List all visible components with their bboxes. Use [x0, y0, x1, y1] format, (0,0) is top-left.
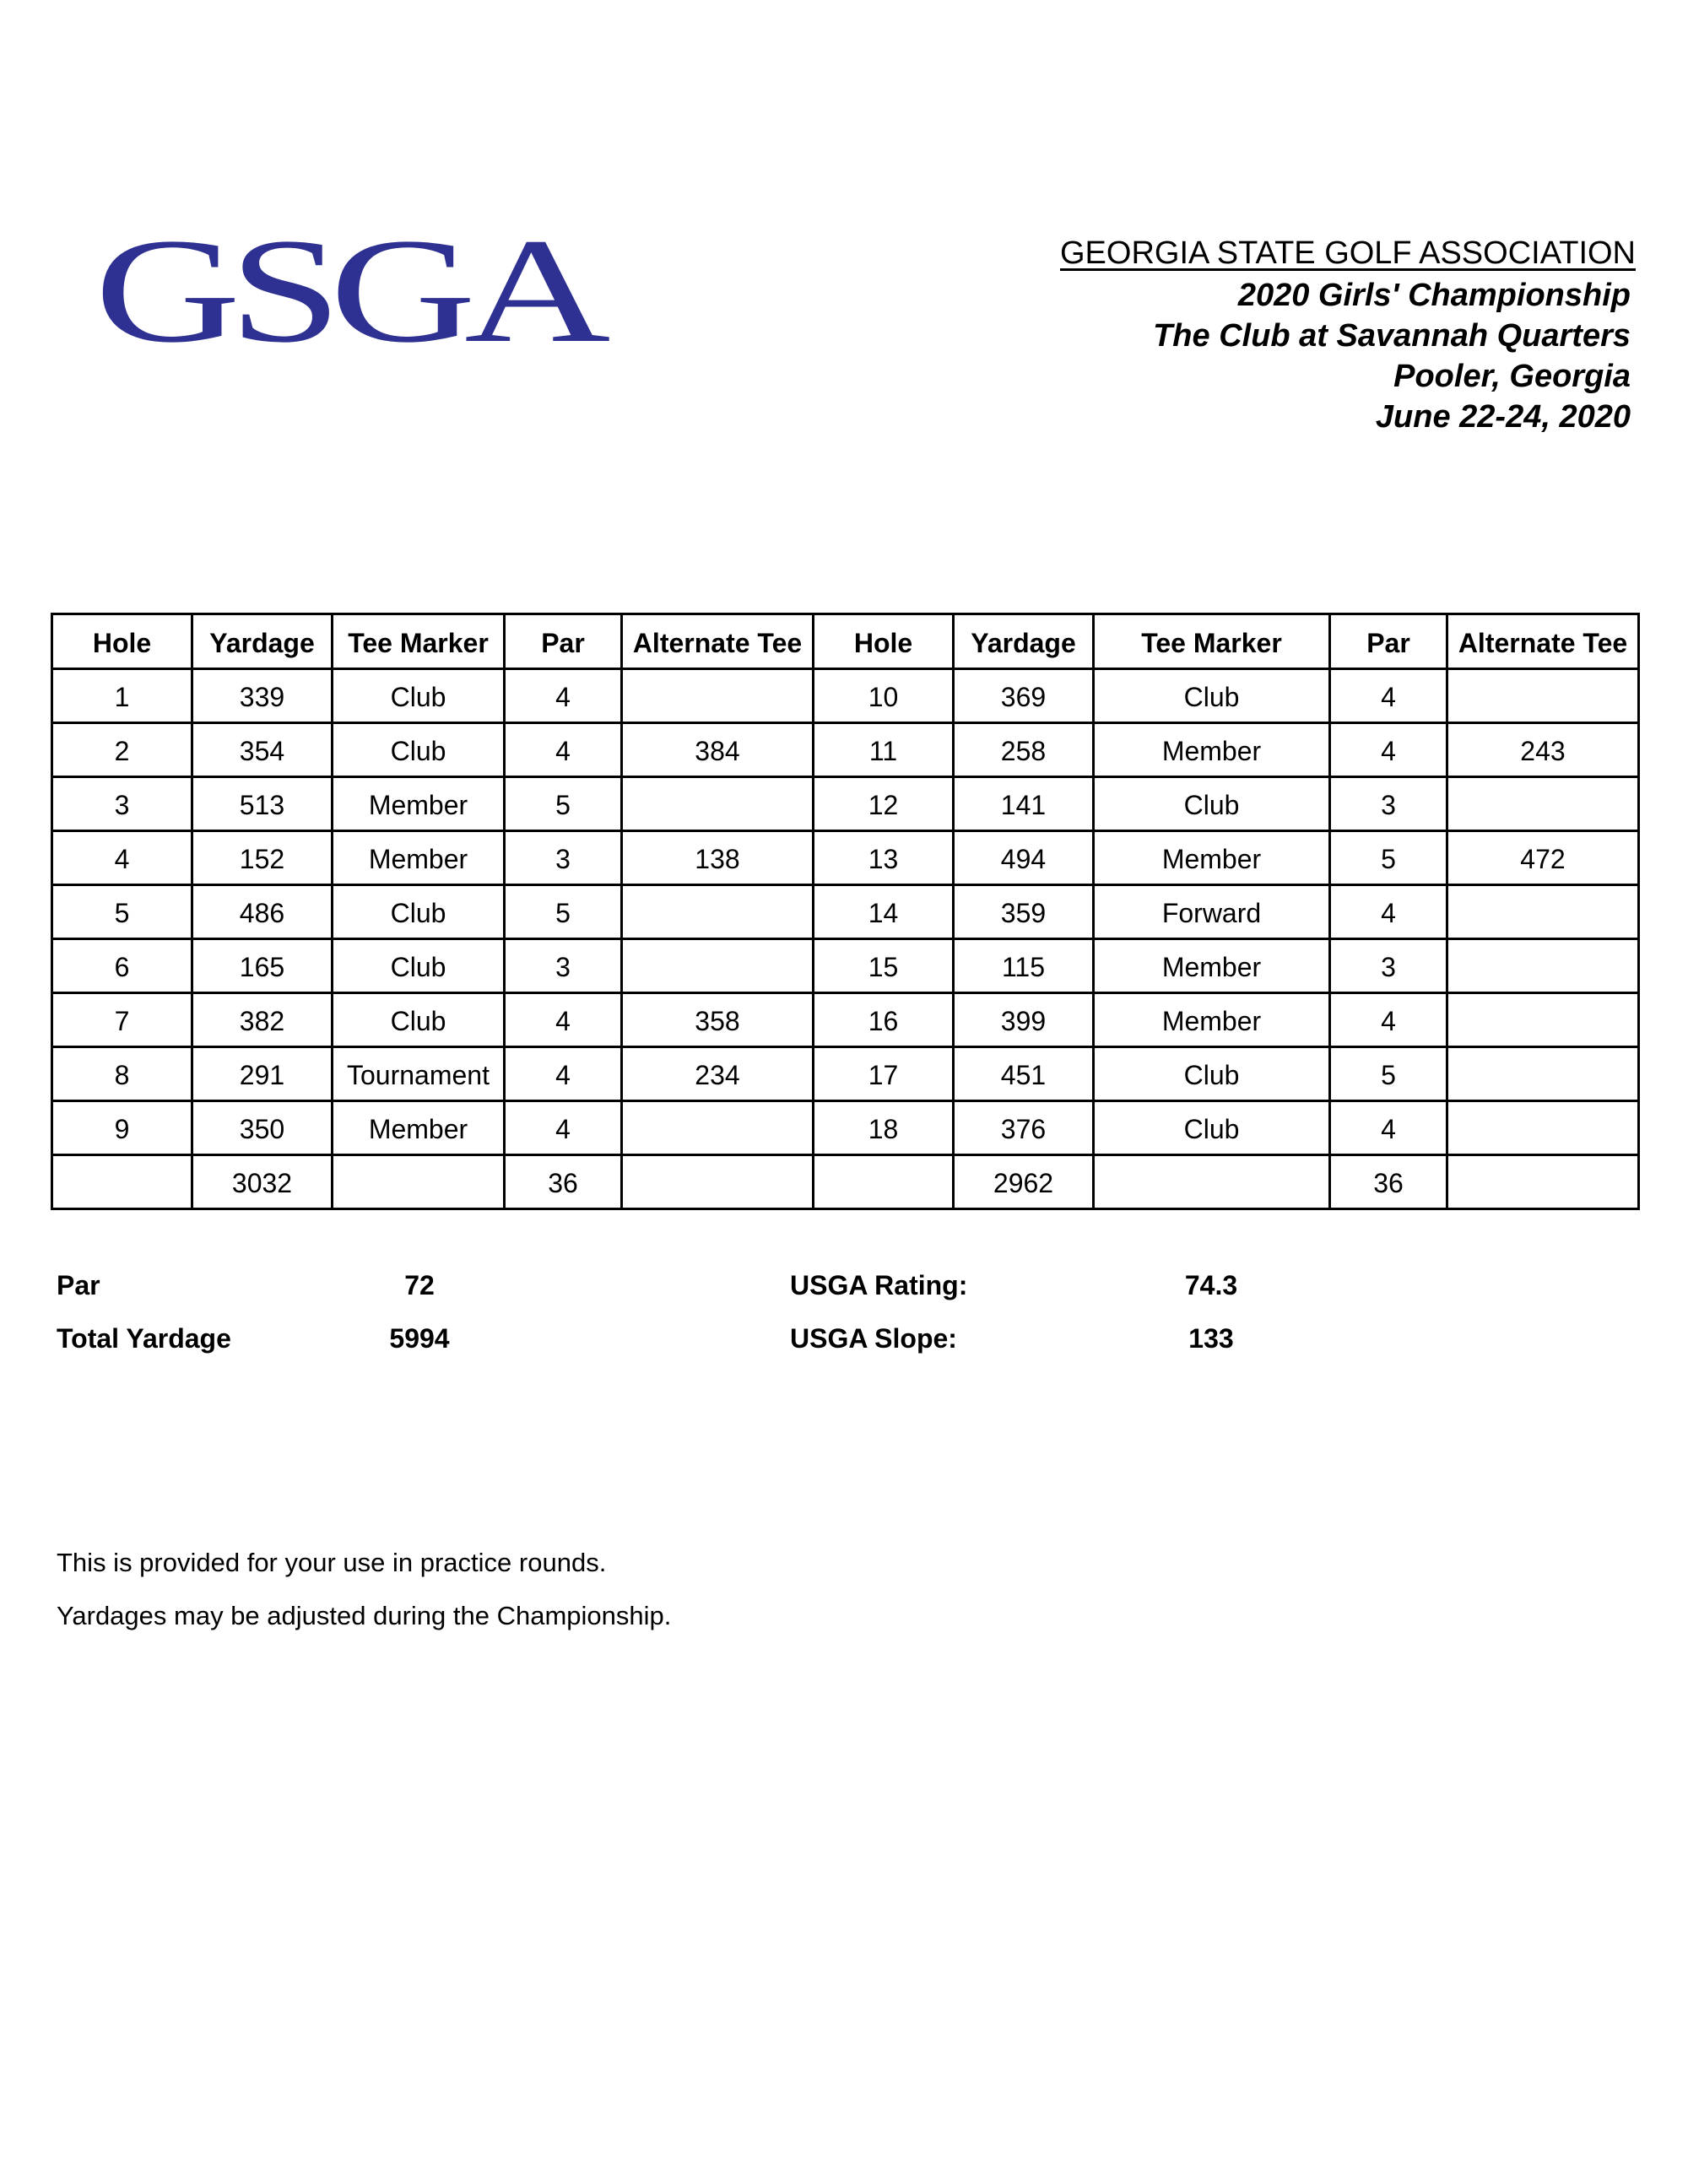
- column-header: Yardage: [192, 614, 333, 669]
- table-row: [52, 831, 1639, 885]
- table-cell: Club: [333, 885, 505, 939]
- table-cell: 4: [52, 831, 192, 885]
- table-cell: 36: [505, 1155, 622, 1209]
- totals-row: [52, 1155, 1639, 1209]
- table-cell: 339: [192, 669, 333, 723]
- table-cell: 8: [52, 1047, 192, 1101]
- notes: [57, 1536, 671, 1642]
- organization-name: GEORGIA STATE GOLF ASSOCIATION: [1059, 235, 1636, 271]
- usga-slope-value: 133: [1188, 1323, 1234, 1354]
- table-cell: 243: [1447, 723, 1639, 777]
- total-yardage-label: Total Yardage: [57, 1323, 231, 1354]
- column-header: Alternate Tee: [1447, 614, 1639, 669]
- table-cell: 14: [814, 885, 954, 939]
- table-cell: 376: [954, 1101, 1094, 1155]
- column-header: Par: [505, 614, 622, 669]
- table-cell: 1: [52, 669, 192, 723]
- usga-slope-label: USGA Slope:: [790, 1323, 957, 1354]
- table-cell: Club: [1094, 669, 1330, 723]
- table-cell: 12: [814, 777, 954, 831]
- table-cell: Member: [333, 831, 505, 885]
- table-cell: [1447, 885, 1639, 939]
- gsga-logo: GSGA: [95, 207, 599, 374]
- par-label: Par: [57, 1270, 100, 1300]
- table-cell: 5: [505, 777, 622, 831]
- scorecard-table: [51, 613, 1640, 1210]
- table-cell: 152: [192, 831, 333, 885]
- table-cell: Member: [1094, 939, 1330, 993]
- table-cell: 5: [52, 885, 192, 939]
- table-cell: [1094, 1155, 1330, 1209]
- usga-rating-value: 74.3: [1184, 1270, 1238, 1300]
- table-cell: 36: [1330, 1155, 1447, 1209]
- event-dates: June 22-24, 2020: [1375, 399, 1631, 435]
- event-title: 2020 Girls' Championship: [1237, 278, 1631, 313]
- table-cell: 165: [192, 939, 333, 993]
- table-cell: 3: [1330, 939, 1447, 993]
- table-cell: 4: [1330, 669, 1447, 723]
- table-header-row: [52, 614, 1639, 669]
- table-cell: Club: [333, 939, 505, 993]
- event-header: [1060, 233, 1636, 437]
- table-row: [52, 777, 1639, 831]
- table-cell: [622, 939, 814, 993]
- yardage-note: Yardages may be adjusted during the Championship.: [57, 1601, 672, 1630]
- table-cell: 399: [954, 993, 1094, 1047]
- event-location: Pooler, Georgia: [1393, 359, 1631, 394]
- table-cell: 6: [52, 939, 192, 993]
- table-cell: 258: [954, 723, 1094, 777]
- table-cell: Member: [333, 777, 505, 831]
- table-cell: 15: [814, 939, 954, 993]
- table-cell: 13: [814, 831, 954, 885]
- table-cell: 10: [814, 669, 954, 723]
- table-row: [52, 669, 1639, 723]
- table-cell: 5: [1330, 831, 1447, 885]
- table-row: [52, 723, 1639, 777]
- table-cell: 11: [814, 723, 954, 777]
- table-cell: 4: [1330, 1101, 1447, 1155]
- table-cell: 4: [505, 669, 622, 723]
- table-cell: 359: [954, 885, 1094, 939]
- table-row: [52, 1047, 1639, 1101]
- table-cell: Tournament: [333, 1047, 505, 1101]
- table-row: [52, 1101, 1639, 1155]
- table-cell: [1447, 669, 1639, 723]
- table-cell: 9: [52, 1101, 192, 1155]
- table-cell: 4: [505, 1047, 622, 1101]
- table-cell: 384: [622, 723, 814, 777]
- table-cell: 291: [192, 1047, 333, 1101]
- table-cell: [622, 669, 814, 723]
- table-cell: Club: [333, 993, 505, 1047]
- table-cell: 4: [505, 723, 622, 777]
- table-cell: 3: [505, 939, 622, 993]
- table-cell: 4: [505, 993, 622, 1047]
- table-cell: 451: [954, 1047, 1094, 1101]
- table-cell: 16: [814, 993, 954, 1047]
- table-cell: 3: [505, 831, 622, 885]
- table-cell: 3032: [192, 1155, 333, 1209]
- table-cell: Club: [333, 723, 505, 777]
- table-cell: [1447, 1047, 1639, 1101]
- table-row: [52, 993, 1639, 1047]
- table-cell: 5: [1330, 1047, 1447, 1101]
- table-cell: 350: [192, 1101, 333, 1155]
- table-cell: Forward: [1094, 885, 1330, 939]
- table-cell: 4: [1330, 993, 1447, 1047]
- column-header: Hole: [814, 614, 954, 669]
- table-cell: 472: [1447, 831, 1639, 885]
- table-cell: 17: [814, 1047, 954, 1101]
- table-cell: 382: [192, 993, 333, 1047]
- practice-note: This is provided for your use in practice rounds.: [57, 1548, 607, 1577]
- column-header: Par: [1330, 614, 1447, 669]
- table-cell: Club: [1094, 1101, 1330, 1155]
- table-cell: 358: [622, 993, 814, 1047]
- total-yardage-value: 5994: [389, 1323, 450, 1354]
- table-cell: 141: [954, 777, 1094, 831]
- table-cell: Club: [1094, 1047, 1330, 1101]
- table-cell: 7: [52, 993, 192, 1047]
- table-cell: 354: [192, 723, 333, 777]
- usga-rating-label: USGA Rating:: [790, 1270, 968, 1300]
- table-cell: [333, 1155, 505, 1209]
- venue-name: The Club at Savannah Quarters: [1153, 318, 1631, 354]
- column-header: Alternate Tee: [622, 614, 814, 669]
- table-cell: [1447, 1155, 1639, 1209]
- table-cell: [1447, 1101, 1639, 1155]
- table-cell: 4: [1330, 723, 1447, 777]
- table-cell: [622, 1101, 814, 1155]
- column-header: Tee Marker: [333, 614, 505, 669]
- column-header: Hole: [52, 614, 192, 669]
- table-cell: 138: [622, 831, 814, 885]
- table-cell: 18: [814, 1101, 954, 1155]
- table-cell: [52, 1155, 192, 1209]
- table-cell: [1447, 939, 1639, 993]
- table-cell: 4: [1330, 885, 1447, 939]
- table-cell: [622, 777, 814, 831]
- table-cell: 3: [52, 777, 192, 831]
- table-cell: 115: [954, 939, 1094, 993]
- table-cell: 3: [1330, 777, 1447, 831]
- table-cell: Club: [1094, 777, 1330, 831]
- table-cell: [814, 1155, 954, 1209]
- table-cell: 4: [505, 1101, 622, 1155]
- table-cell: 2: [52, 723, 192, 777]
- table-row: [52, 885, 1639, 939]
- column-header: Tee Marker: [1094, 614, 1330, 669]
- table-cell: Member: [1094, 993, 1330, 1047]
- table-cell: 486: [192, 885, 333, 939]
- table-cell: [1447, 993, 1639, 1047]
- table-cell: [622, 1155, 814, 1209]
- table-cell: [1447, 777, 1639, 831]
- table-cell: 513: [192, 777, 333, 831]
- table-cell: Member: [1094, 723, 1330, 777]
- table-cell: 369: [954, 669, 1094, 723]
- table-cell: Club: [333, 669, 505, 723]
- table-cell: 5: [505, 885, 622, 939]
- table-cell: 234: [622, 1047, 814, 1101]
- par-value: 72: [404, 1270, 435, 1300]
- table-cell: 494: [954, 831, 1094, 885]
- column-header: Yardage: [954, 614, 1094, 669]
- table-cell: [622, 885, 814, 939]
- table-row: [52, 939, 1639, 993]
- table-cell: Member: [1094, 831, 1330, 885]
- table-cell: 2962: [954, 1155, 1094, 1209]
- table-cell: Member: [333, 1101, 505, 1155]
